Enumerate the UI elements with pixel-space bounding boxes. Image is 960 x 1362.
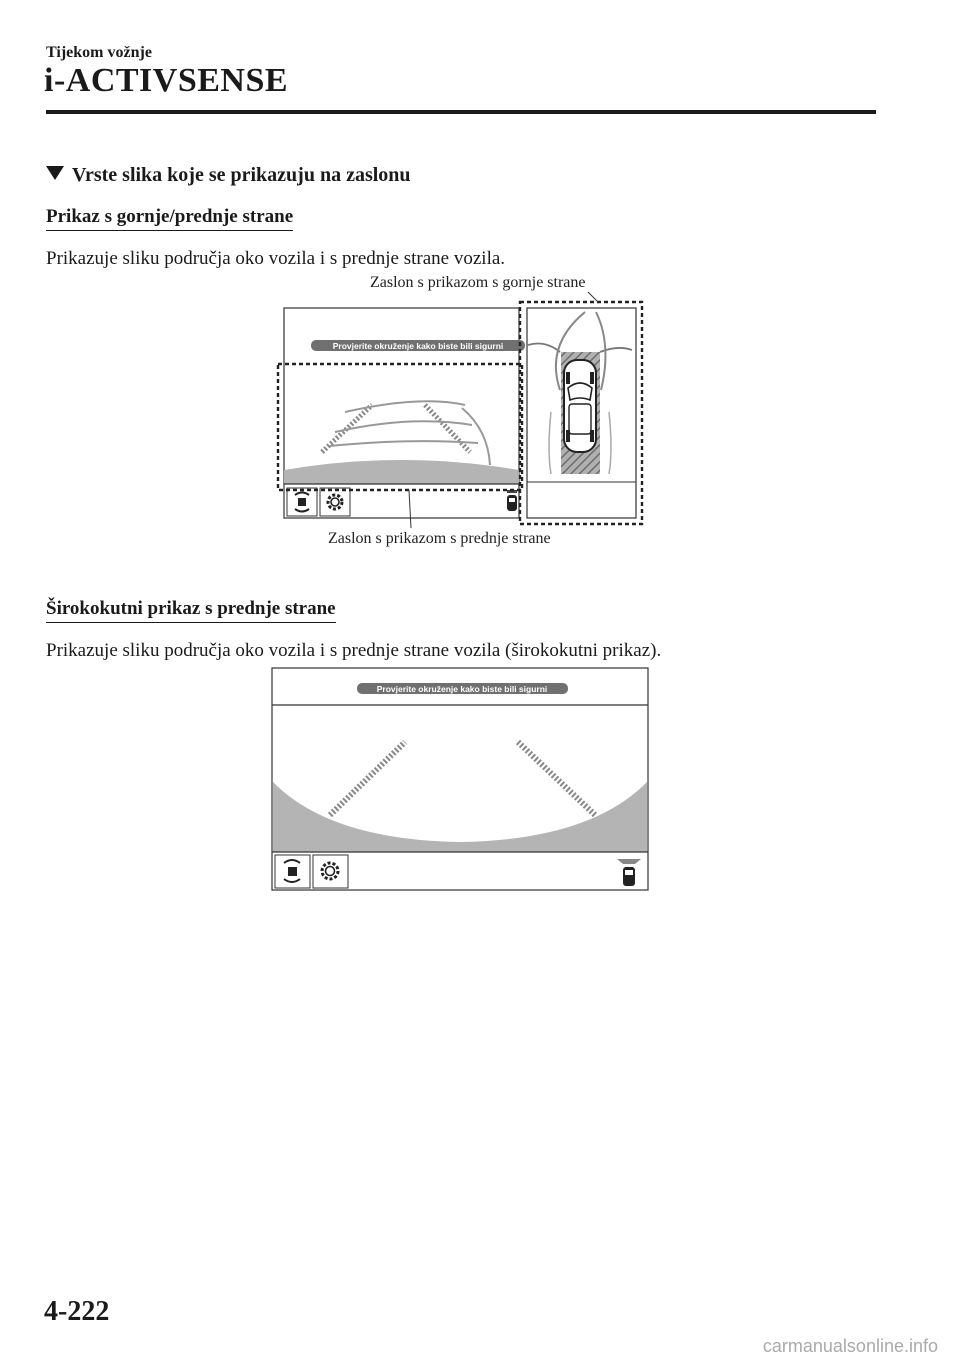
settings-button[interactable]	[313, 855, 348, 888]
triangle-bullet-icon	[46, 166, 64, 180]
main-heading-text: Vrste slika koje se prikazuju na zaslonu	[72, 164, 411, 186]
chapter-title: i-ACTIVSENSE	[44, 62, 289, 99]
section-2-title: Širokokutni prikaz s prednje strane	[46, 598, 336, 623]
callout-leader-top	[588, 292, 598, 302]
callout-front-view: Zaslon s prikazom s prednje strane	[328, 530, 551, 547]
figure-top-front-view	[270, 290, 655, 530]
section-2-text: Prikazuje sliku područja oko vozila i s prednje strane vozila (širokokutni prikaz).	[46, 640, 662, 661]
figure-wide-front-view	[268, 664, 653, 896]
main-heading	[46, 164, 411, 187]
section-1-text: Prikazuje sliku područja oko vozila i s prednje strane vozila.	[46, 248, 506, 269]
watermark: carmanualsonline.info	[762, 1336, 938, 1356]
settings-button[interactable]	[320, 488, 350, 516]
warning-banner-text: Provjerite okruženje kako biste bili sigurni	[376, 684, 548, 694]
page-number: 4-222	[44, 1296, 110, 1327]
chapter-divider	[46, 110, 876, 114]
section-label: Tijekom vožnje	[46, 44, 152, 61]
front-view-screen	[284, 308, 519, 518]
section-1-title: Prikaz s gornje/prednje strane	[46, 206, 293, 231]
warning-banner-text: Provjerite okruženje kako biste bili sigurni	[332, 341, 504, 351]
callout-top-view: Zaslon s prikazom s gornje strane	[370, 274, 586, 291]
vehicle-top-icon	[564, 360, 596, 452]
